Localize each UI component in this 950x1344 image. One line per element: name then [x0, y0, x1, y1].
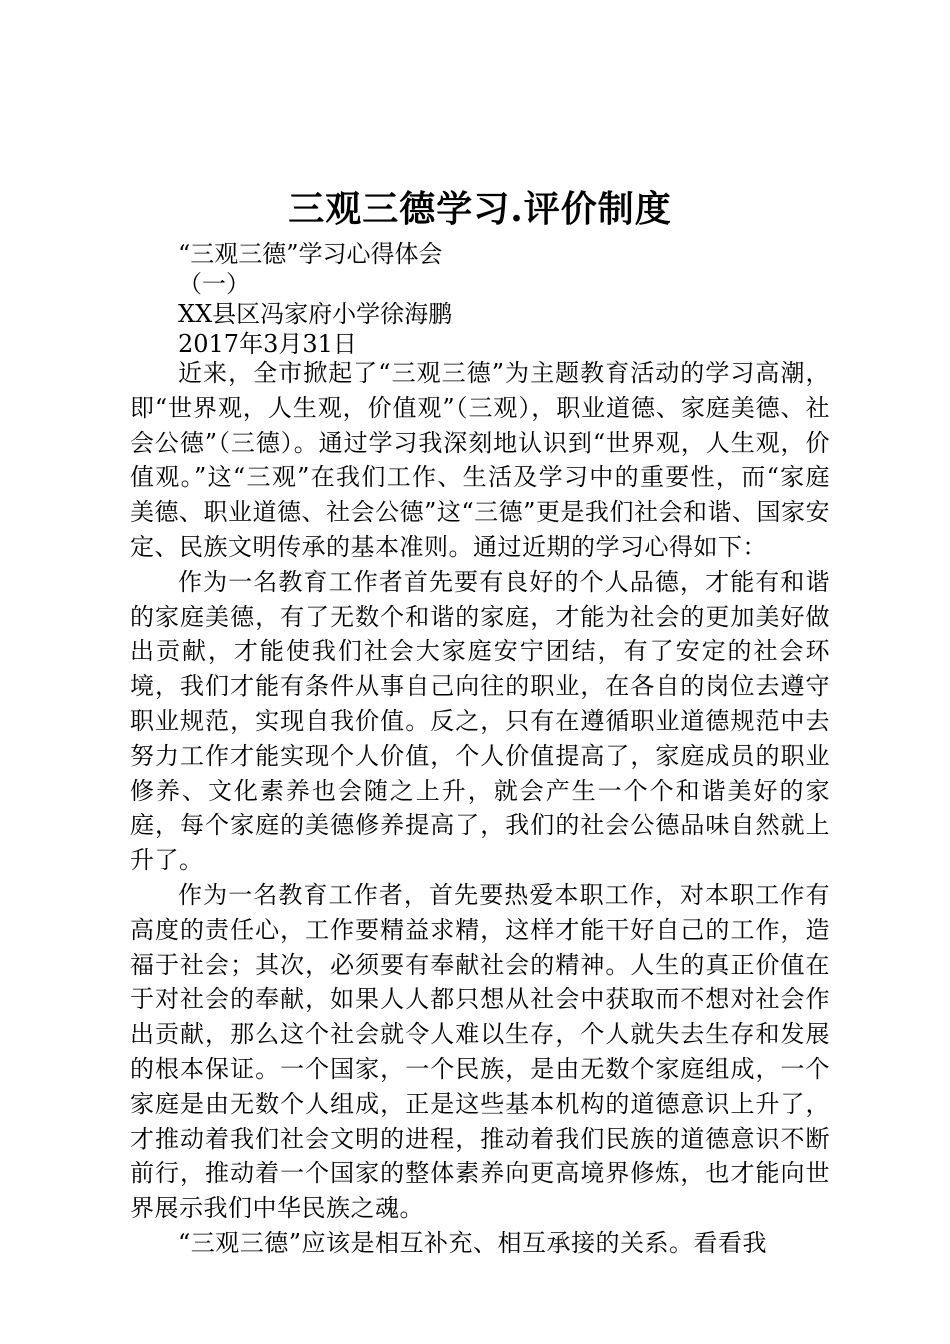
- date-line: 2017年3月31日: [178, 330, 357, 358]
- document-subtitle: “三观三德”学习心得体会: [178, 240, 443, 268]
- document-body: [130, 356, 830, 1261]
- body-paragraph-3: 作为一名教育工作者，首先要热爱本职工作，对本职工作有高度的责任心，工作要精益求精，这样才能干好自己的工作，造福于社会；其次，必须要有奉献社会的精神。人生的真正价值在于对社会的奉献，如果人人都只想从社会中获取而不想对社会作出贡献，那么这个社会就令人难以生存，个人就失去生存和发展的根本保证。一个国家，一个民族，是由无数个家庭组成，一个家庭是由无数个人组成，正是这些基本机构的道德意识上升了，才推动着我们社会文明的进程，推动着我们民族的道德意识不断前行，推动着一个国家的整体素养向更高境界修炼，也才能向世界展示我们中华民族之魂。: [130, 880, 830, 1223]
- body-paragraph-2: 作为一名教育工作者首先要有良好的个人品德，才能有和谐的家庭美德，有了无数个和谐的家庭，才能为社会的更加美好做出贡献，才能使我们社会大家庭安宁团结，有了安定的社会环境，我们才能有条件从事自己向往的职业，在各自的岗位去遵守职业规范，实现自我价值。反之，只有在遵循职业道德规范中去努力工作才能实现个人价值，个人价值提高了，家庭成员的职业修养、文化素养也会随之上升，就会产生一个个和谐美好的家庭，每个家庭的美德修养提高了，我们的社会公德品味自然就上升了。: [130, 567, 830, 875]
- document-title: 三观三德学习.评价制度: [288, 188, 672, 230]
- author-line: XX县区冯家府小学徐海鹏: [178, 300, 453, 328]
- section-marker: （一）: [178, 270, 250, 298]
- body-paragraph-1: 近来，全市掀起了“三观三德”为主题教育活动的学习高潮，即“世界观，人生观，价值观”（三观），职业道德、家庭美德、社会公德”（三德）。通过学习我深刻地认识到“世界观，人生观，价值观。”这“三观”在我们工作、生活及学习中的重要性，而“家庭美德、职业道德、社会公德”这“三德”更是我们社会和谐、国家安定、民族文明传承的基本准则。通过近期的学习心得如下：: [130, 359, 830, 561]
- body-paragraph-4: “三观三德”应该是相互补充、相互承接的关系。看看我: [178, 1228, 768, 1257]
